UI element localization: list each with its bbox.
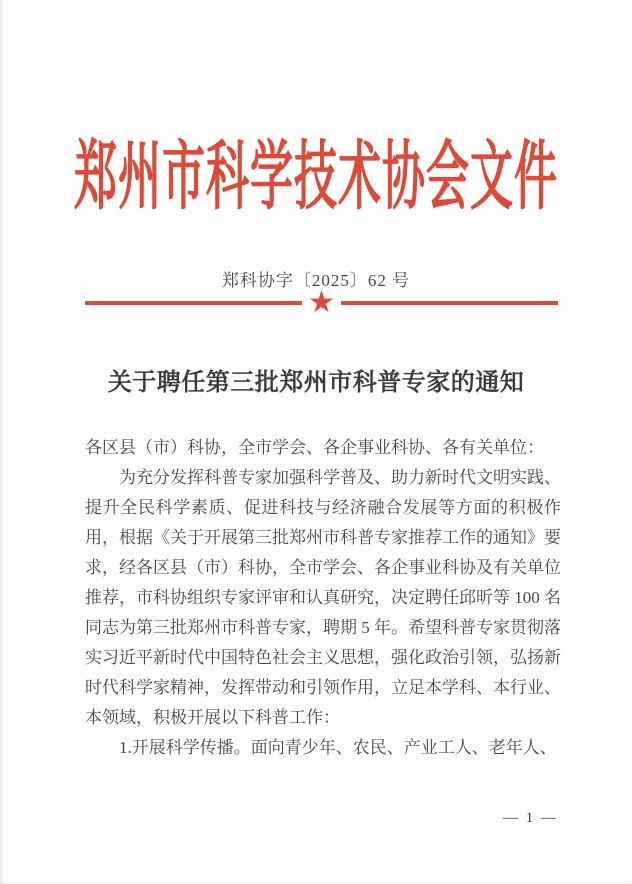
divider-line-right: [341, 301, 558, 305]
document-header-title: 郑州市科学技术协会文件: [74, 137, 558, 220]
salutation-line: 各区县（市）科协，全市学会、各企事业科协、各有关单位：: [85, 438, 544, 457]
star-icon: ★: [308, 286, 335, 319]
body-paragraph-1: 为充分发挥科普专家加强科学普及、助力新时代文明实践、提升全民科学素质、促进科技与经济融合发展等方面的积极作用，根据《关于开展第三批郑州市科普专家推荐工作的通知》要求，经各区县（市）科协，全市学会、各企事业科协及有关单位推荐，市科协组织专家评审和认真研究，决定聘任邱昕等 100 名同志为第三批郑州市科普专家，聘期 5 年。希望科普专家贯彻落实习近平新时代中国特色社会主义思想，强化政治引领，弘扬新时代科学家精神，发挥带动和引领作用，立足本学科、本行业、本领域，积极开展以下科普工作：: [85, 468, 561, 727]
document-number: 郑科协字〔2025〕62 号: [221, 271, 411, 290]
divider-line-left: [85, 301, 302, 305]
notice-title: 关于聘任第三批郑州市科普专家的通知: [107, 370, 525, 396]
body-paragraph-2: 1.开展科学传播。面向青少年、农民、产业工人、老年人、: [119, 738, 557, 757]
page-number: — 1 —: [503, 810, 558, 826]
header-divider: [85, 288, 558, 318]
document-body: [85, 433, 561, 763]
